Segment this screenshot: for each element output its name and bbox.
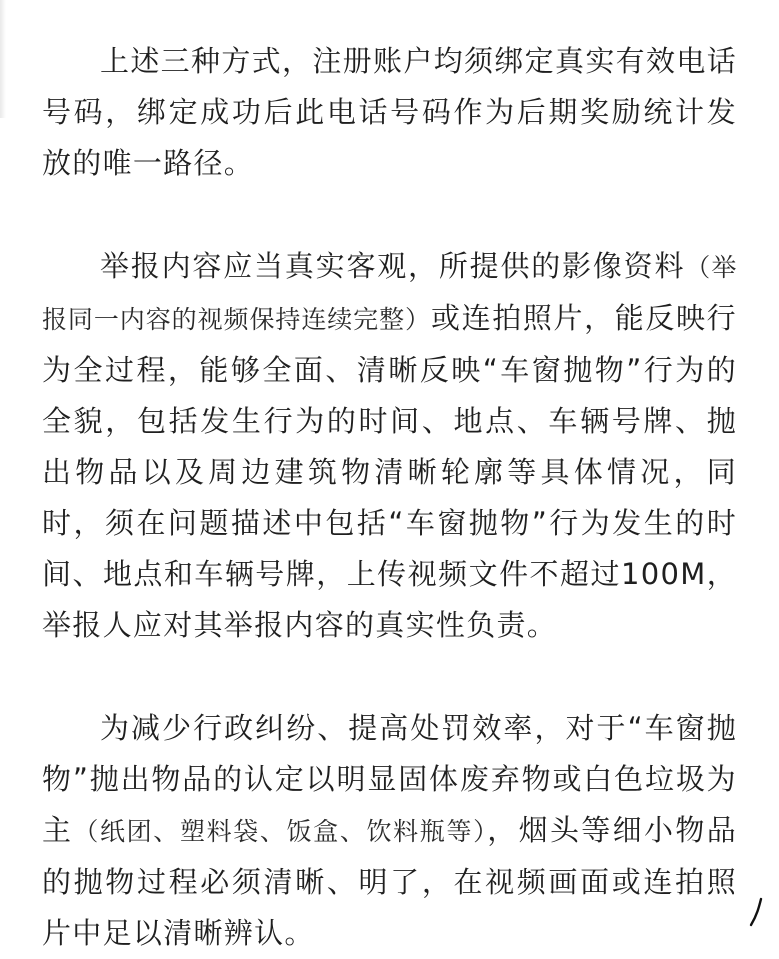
paragraph-registration bbox=[42, 36, 737, 189]
corner-stroke-mark bbox=[749, 897, 763, 927]
paragraph-report-content-note: （举报同一内容的视频保持连续完整） bbox=[42, 253, 738, 334]
paragraph-registration-text: 上述三种方式，注册账户均须绑定真实有效电话号码，绑定成功后此电话号码作为后期奖励统计发放的唯一路径。 bbox=[42, 44, 737, 180]
page-edge-shadow bbox=[0, 0, 6, 118]
paragraph-report-content-lead: 举报内容应当真实客观，所提供的影像资料 bbox=[100, 249, 686, 283]
paragraph-report-content bbox=[42, 241, 737, 651]
paragraph-item-definition bbox=[42, 703, 737, 959]
paragraph-item-definition-lead: 为减少行政纠纷、提高处罚效率，对于“车窗抛物”抛出物品的认定以明显固体废弃物或白色垃圾为主 bbox=[42, 711, 737, 847]
paragraph-item-definition-note: （纸团、塑料袋、饭盒、饮料瓶等） bbox=[73, 817, 488, 846]
paragraph-item-definition-rest: ，烟头等细小物品的抛物过程必须清晰、明了，在视频画面或连拍照片中足以清晰辨认。 bbox=[42, 813, 737, 950]
article-body bbox=[42, 36, 737, 959]
paragraph-report-content-rest: 或连拍照片，能反映行为全过程，能够全面、清晰反映“车窗抛物”行为的全貌，包括发生行为的时间、地点、车辆号牌、抛出物品以及周边建筑物清晰轮廓等具体情况，同时，须在问题描述中包括“车窗抛物”行为发生的时间、地点和车辆号牌，上传视频文件不超过100M，举报人应对其举报内容的真实性负责。 bbox=[42, 301, 737, 642]
